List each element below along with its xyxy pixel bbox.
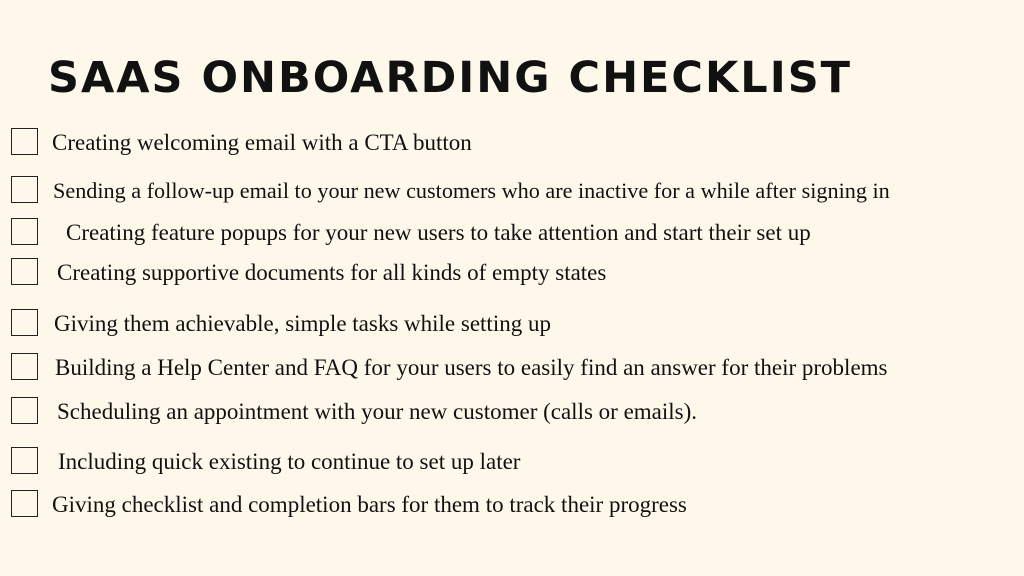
checkbox[interactable] bbox=[11, 258, 38, 285]
checklist-item-label: Giving them achievable, simple tasks while setting up bbox=[54, 311, 551, 336]
checklist-item bbox=[0, 397, 1024, 427]
checkbox[interactable] bbox=[11, 309, 38, 336]
checklist-item-label: Including quick existing to continue to set up later bbox=[58, 449, 521, 474]
checkbox[interactable] bbox=[11, 176, 38, 203]
checklist-item-label: Creating welcoming email with a CTA button bbox=[52, 130, 472, 155]
checklist-item bbox=[0, 128, 1024, 158]
checklist-item bbox=[0, 218, 1024, 248]
checklist-item bbox=[0, 176, 1024, 206]
checkbox[interactable] bbox=[11, 490, 38, 517]
checkbox[interactable] bbox=[11, 397, 38, 424]
checklist-item-label: Creating supportive documents for all kinds of empty states bbox=[57, 260, 607, 285]
checklist-item bbox=[0, 353, 1024, 383]
checkbox[interactable] bbox=[11, 447, 38, 474]
checklist-item bbox=[0, 490, 1024, 520]
checklist-item bbox=[0, 258, 1024, 288]
checkbox[interactable] bbox=[11, 353, 38, 380]
checklist-item bbox=[0, 309, 1024, 339]
checkbox[interactable] bbox=[11, 128, 38, 155]
checklist-item-label: Sending a follow-up email to your new customers who are inactive for a while after signing in bbox=[53, 178, 890, 203]
checklist-item-label: Scheduling an appointment with your new customer (calls or emails). bbox=[57, 399, 698, 424]
checklist-item bbox=[0, 447, 1024, 477]
checkbox[interactable] bbox=[11, 218, 38, 245]
page-title: SAAS ONBOARDING CHECKLIST bbox=[48, 53, 853, 103]
checklist-item-label: Giving checklist and completion bars for them to track their progress bbox=[52, 492, 687, 517]
checklist-item-label: Building a Help Center and FAQ for your users to easily find an answer for their problems bbox=[55, 355, 888, 380]
checklist-item-label: Creating feature popups for your new users to take attention and start their set up bbox=[66, 220, 811, 245]
